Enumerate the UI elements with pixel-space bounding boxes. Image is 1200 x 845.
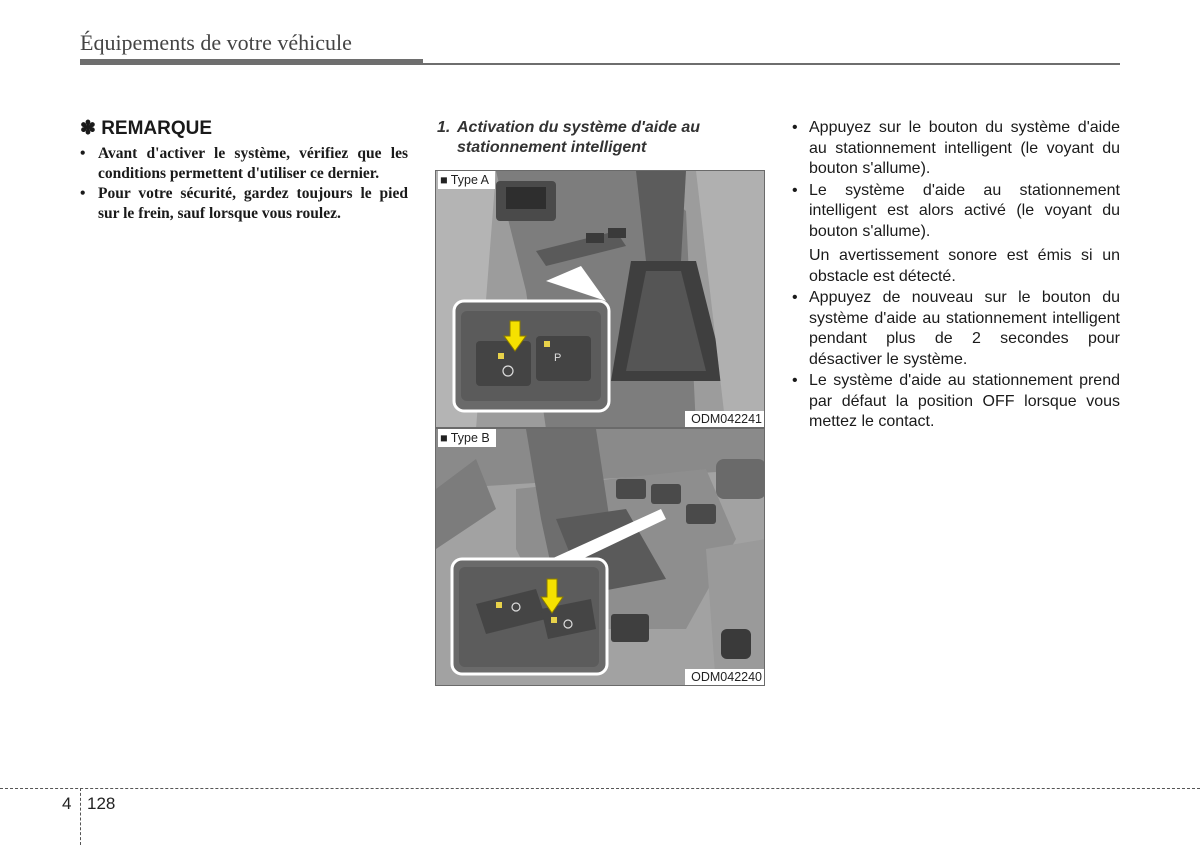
chapter-number: 4 [62,794,72,813]
page-number: 128 [87,794,116,813]
figure-type-a [435,170,765,428]
instruction-item [790,288,1120,370]
instruction-text: Appuyez de nouveau sur le bouton du système d'aide au stationnement intelligent pendant plus de 2 secondes pour désactiver le système. [809,289,1120,368]
figure-type-label: ■ Type B [438,429,496,447]
remark-title: ✽ REMARQUE [80,118,213,139]
caption-number: 1. [437,119,451,136]
instruction-list [790,118,1120,434]
console-illustration-type-a [436,171,765,428]
instruction-text: Le système d'aide au stationnement intelligent est alors activé (le voyant du bouton s'allume). [809,181,1120,240]
figure-code: ODM042241 [685,411,764,427]
svg-text:P: P [554,352,562,364]
figure-caption [437,118,767,158]
figure-type-label: ■ Type A [438,171,495,189]
instruction-note: Un avertissement sonore est émis si un obstacle est détecté. [809,247,1120,285]
figure-type-b [435,428,765,686]
remark-item: • Pour votre sécurité, gardez toujours le pied sur le frein, sauf lorsque vous roulez. [80,184,408,224]
page-header-title: Équipements de votre véhicule [80,30,352,55]
instruction-text: Le système d'aide au stationnement prend par défaut la position OFF lorsque vous mettez le contact. [809,372,1120,430]
instruction-item [790,181,1120,288]
figure-code: ODM042240 [685,669,764,685]
instruction-text: Appuyez sur le bouton du système d'aide au stationnement intelligent (le voyant du bouton s'allume). [809,119,1120,177]
header-rule-thick [80,59,423,65]
instruction-item [790,118,1120,180]
remark-list [80,144,408,224]
caption-line-1: Activation du système d'aide au [457,119,700,136]
header-rule-thin [423,63,1120,65]
caption-line-2: stationnement intelligent [457,139,647,156]
footer-rule [0,788,1200,789]
remark-item: • Avant d'activer le système, vérifiez que les conditions permettent d'utiliser ce dernier. [80,144,408,184]
footer-divider [80,788,81,845]
remark-box [80,117,408,224]
instruction-item [790,371,1120,433]
console-illustration-type-b [436,429,765,686]
